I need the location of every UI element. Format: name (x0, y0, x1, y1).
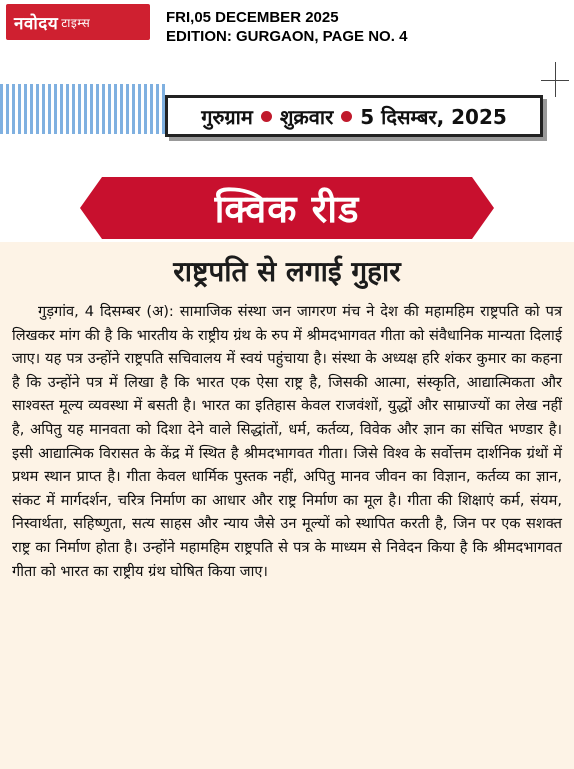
decorative-stripes (0, 84, 168, 134)
section-label: क्विक रीड (214, 187, 360, 231)
bullet-dot-icon (261, 111, 272, 122)
crop-mark (541, 80, 569, 81)
news-clipping (0, 62, 574, 769)
article-headline: राष्ट्रपति से लगाई गुहार (173, 255, 401, 288)
city-name: गुरुग्राम (201, 104, 253, 129)
weekday: शुक्रवार (279, 104, 334, 129)
article (0, 242, 574, 769)
bullet-dot-icon (341, 111, 352, 122)
article-body: गुड़गांव, 4 दिसम्बर (अ): सामाजिक संस्था जन जागरण मंच ने देश की महामहिम राष्ट्रपति को पत्र लिखकर मांग की है कि भारतीय के राष्ट्रीय ग्रंथ के रुप में श्रीमदभागवत गीता को संवैधानिक मान्यता दिलाई जाए। यह पत्र उन्होंने राष्ट्रपति सचिवालय में स्वयं पहुंचाया है। संस्था के अध्यक्ष हरि शंकर कुमार का कहना है कि उन्होंने पत्र में लिखा है कि भारत एक ऐसा राष्ट्र है, जिसकी आत्मा, संस्कृति, आद्यात्मिकता और साश्वस्त मूल्य व्यवस्था में बसती है। भारत का इतिहास केवल राजवंशों, युद्धों और साम्राज्यों का लेख नहीं है, अपितु यह मानवता को दिशा देने वाले सिद्धांतों, धर्म, कर्तव्य, विवेक और ज्ञान का संचित भण्डार है। इसी आद्यात्मिक विरासत के केंद्र में स्थित है श्रीमदभागवत गीता। जिसे विश्व के सर्वोत्तम दार्शनिक ग्रंथों में प्रथम स्थान प्राप्त है। गीता केवल धार्मिक पुस्तक नहीं, अपितु मानव जीवन का विज्ञान, कर्तव्य का ज्ञान, संकट में मार्गदर्शन, चरित्र निर्माण का आधार और राष्ट्र निर्माण का मूल है। गीता की शिक्षाएं कर्म, संयम, निस्वार्थता, सहिष्णुता, सत्य साहस और न्याय जैसे उन मूल्यों को स्थापित करती है, जिन पर एक सशक्त राष्ट्र का निर्माण होता है। उन्होंने महामहिम राष्ट्रपति से पत्र के माध्यम से निवेदन किया है कि श्रीमदभागवत गीता को भारत का राष्ट्रीय ग्रंथ घोषित किया जाए। (12, 303, 562, 580)
section-banner (80, 177, 494, 239)
navodaya-times-logo[interactable] (6, 4, 150, 40)
page-date-band (165, 95, 543, 137)
edition-info (166, 8, 407, 46)
page-date: 5 दिसम्बर, 2025 (360, 104, 507, 129)
date-line: FRI,05 DECEMBER 2025 (166, 9, 339, 26)
logo-sub-text: टाइम्स (61, 15, 91, 30)
masthead (0, 0, 574, 58)
edition-line: EDITION: GURGAON, PAGE NO. 4 (166, 28, 408, 45)
logo-main-text: नवोदय (14, 13, 59, 34)
